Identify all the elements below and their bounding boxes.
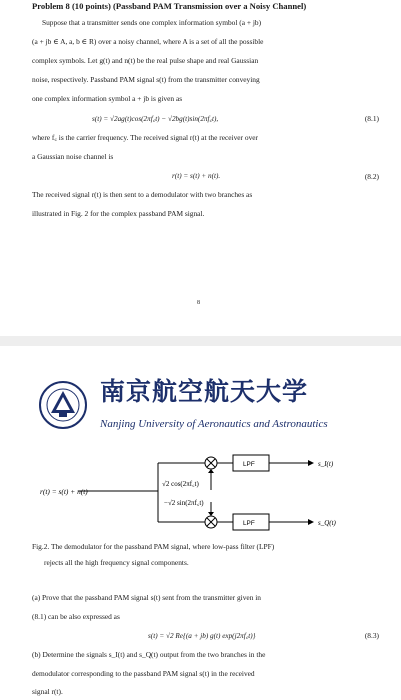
page-1 <box>0 0 401 336</box>
paragraph-line: one complex information symbol a + jb is given as <box>32 94 183 103</box>
input-label: r(t) = s(t) + n(t) <box>40 487 88 496</box>
page-2 <box>0 346 401 700</box>
paragraph-line: a Gaussian noise channel is <box>32 152 114 161</box>
lpf-top-label: LPF <box>243 461 255 468</box>
paragraph-line: complex symbols. Let g(t) and n(t) be the real pulse shape and real Gaussian <box>32 56 259 65</box>
equation-8-2: r(t) = s(t) + n(t). <box>172 172 221 180</box>
equation-number: (8.2) <box>364 172 379 181</box>
paragraph-line: illustrated in Fig. 2 for the complex passband PAM signal. <box>32 209 205 218</box>
problem-title: Problem 8 (10 points) (Passband PAM Transmission over a Noisy Channel) <box>32 1 307 11</box>
equation-8-3: s(t) = √2 Re{(a + jb) g(t) exp(j2πf꜀t)} <box>148 632 256 640</box>
sin-carrier-label: −√2 sin(2πf꜀t) <box>164 499 204 507</box>
paragraph-line: The received signal r(t) is then sent to a demodulator with two branches as <box>32 190 253 199</box>
question-a-line: (a) Prove that the passband PAM signal s(t) sent from the transmitter given in <box>32 593 262 602</box>
figure-caption-line: Fig.2. The demodulator for the passband PAM signal, where low-pass filter (LPF) <box>32 542 275 551</box>
equation-8-1: s(t) = √2ag(t)cos(2πf꜀t) − √2bg(t)sin(2πf꜀t), <box>92 115 219 123</box>
university-name-en: Nanjing University of Aeronautics and Astronautics <box>100 418 328 430</box>
demodulator-diagram <box>40 450 370 540</box>
page-number: 8 <box>197 300 200 306</box>
paragraph-line: where f꜀ is the carrier frequency. The received signal r(t) at the receiver over <box>32 133 259 142</box>
paragraph-line: noise, respectively. Passband PAM signal s(t) from the transmitter conveying <box>32 75 260 84</box>
equation-number: (8.1) <box>364 114 379 123</box>
university-name-cn: 南京航空航天大学 <box>100 377 309 406</box>
output-sq-label: s_Q(t) <box>318 519 336 527</box>
figure-caption-line: rejects all the high frequency signal components. <box>44 558 189 567</box>
university-seal-icon <box>38 380 88 430</box>
equation-number: (8.3) <box>364 631 379 640</box>
lpf-bottom-label: LPF <box>243 520 255 527</box>
paragraph-line: Suppose that a transmitter sends one complex information symbol (a + jb) <box>42 18 262 27</box>
paragraph-line: (a + jb ∈ A, a, b ∈ R) over a noisy channel, where A is a set of all the possible <box>32 37 264 46</box>
question-b-line: (b) Determine the signals s_I(t) and s_Q(t) output from the two branches in the <box>32 650 266 659</box>
question-b-line: signal r(t). <box>32 687 63 696</box>
cos-carrier-label: √2 cos(2πf꜀t) <box>162 480 199 488</box>
question-a-line: (8.1) can be also expressed as <box>32 612 120 621</box>
question-b-line: demodulator corresponding to the passband PAM signal s(t) in the received <box>32 669 255 678</box>
output-si-label: s_I(t) <box>318 460 334 468</box>
